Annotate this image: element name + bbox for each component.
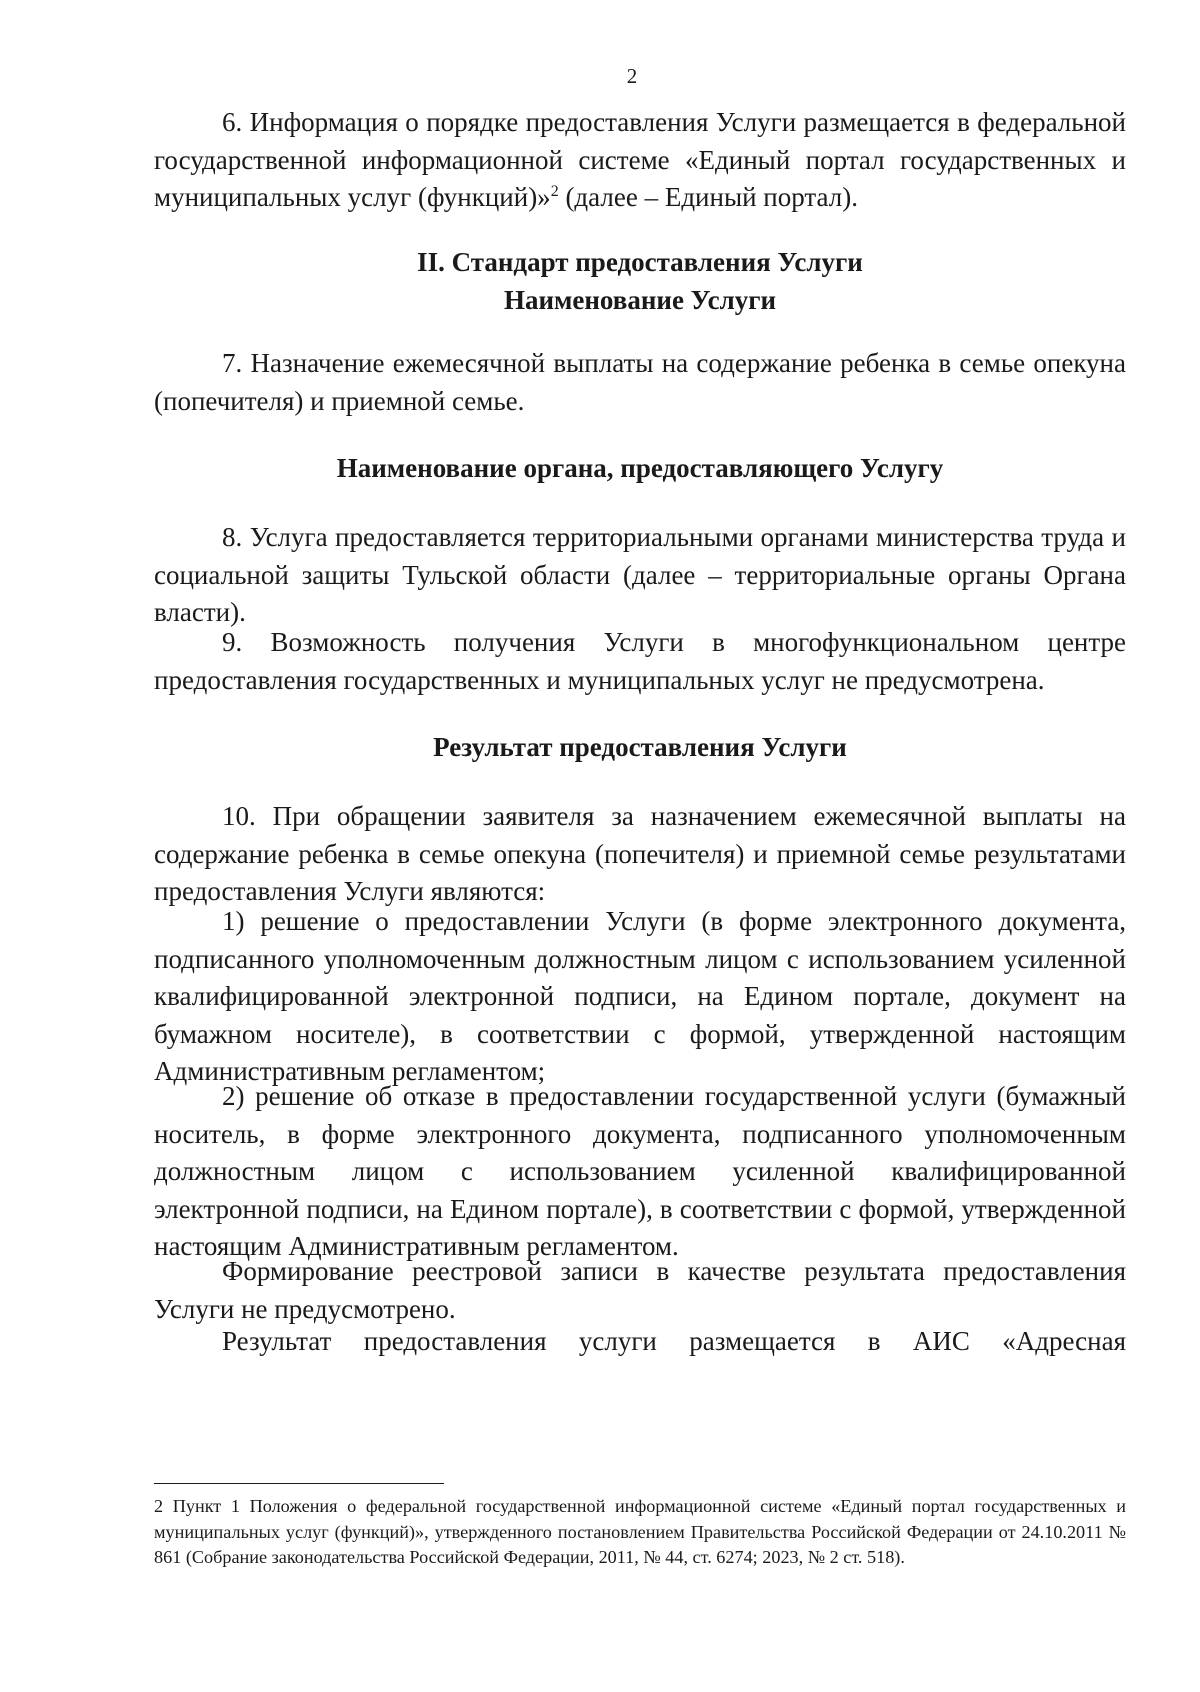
paragraph-ais: Результат предоставления услуги размещается в АИС «Адресная <box>222 1326 1126 1356</box>
list-item-2: 2) решение об отказе в предоставлении государственной услуги (бумажный носитель, в форме электронного документа, подписанного уполномоченным должностным лицом с использованием усиленной квалифицированной электронной подписи, на Едином портале), в соответствии с формой, утвержденной настоящим Административным регламентом. <box>154 1081 1126 1261</box>
footnote-separator <box>154 1483 444 1484</box>
paragraph-7: 7. Назначение ежемесячной выплаты на содержание ребенка в семье опекуна (попечителя) и приемной семье. <box>154 348 1126 416</box>
paragraph-9: 9. Возможность получения Услуги в многофункциональном центре предоставления государственных и муниципальных услуг не предусмотрена. <box>154 627 1126 695</box>
section-title: II. Стандарт предоставления Услуги <box>417 247 863 277</box>
paragraph-registry: Формирование реестровой записи в качестве результата предоставления Услуги не предусмотрено. <box>154 1256 1126 1324</box>
list-item-1: 1) решение о предоставлении Услуги (в форме электронного документа, подписанного уполномоченным должностным лицом с использованием усиленной квалифицированной электронной подписи, на Едином портале, документ на бумажном носителе), в соответствии с формой, утвержденной настоящим Административным регламентом; <box>154 906 1126 1086</box>
heading-result: Результат предоставления Услуги <box>433 732 847 762</box>
section-2-heading <box>154 244 1126 319</box>
paragraph-8: 8. Услуга предоставляется территориальными органами министерства труда и социальной защиты Тульской области (далее – территориальные органы Органа власти). <box>154 522 1126 627</box>
section-subtitle: Наименование Услуги <box>503 284 777 315</box>
paragraph-10: 10. При обращении заявителя за назначением ежемесячной выплаты на содержание ребенка в семье опекуна (попечителя) и приемной семье результатами предоставления Услуги являются: <box>154 801 1126 906</box>
paragraph-6 <box>154 104 1126 217</box>
paragraph-6-text: 6. Информация о порядке предоставления Услуги размещается в федеральной государственной информационной системе «Единый портал государственных и муниципальных услуг (функций)» <box>154 107 1126 212</box>
footnote-text: 2 Пункт 1 Положения о федеральной государственной информационной системе «Единый портал государственных и муниципальных услуг (функций)», утвержденного постановлением Правительства Российской Федерации от 24.10.2011 № 861 (Собрание законодательства Российской Федерации, 2011, № 44, ст. 6274; 2023, № 2 ст. 518). <box>154 1496 1126 1567</box>
paragraph-6-tail: (далее – Единый портал). <box>558 182 858 212</box>
heading-organ: Наименование органа, предоставляющего Услугу <box>336 453 944 483</box>
page-number: 2 <box>626 64 638 88</box>
footnote-mark: 2 <box>550 183 559 200</box>
